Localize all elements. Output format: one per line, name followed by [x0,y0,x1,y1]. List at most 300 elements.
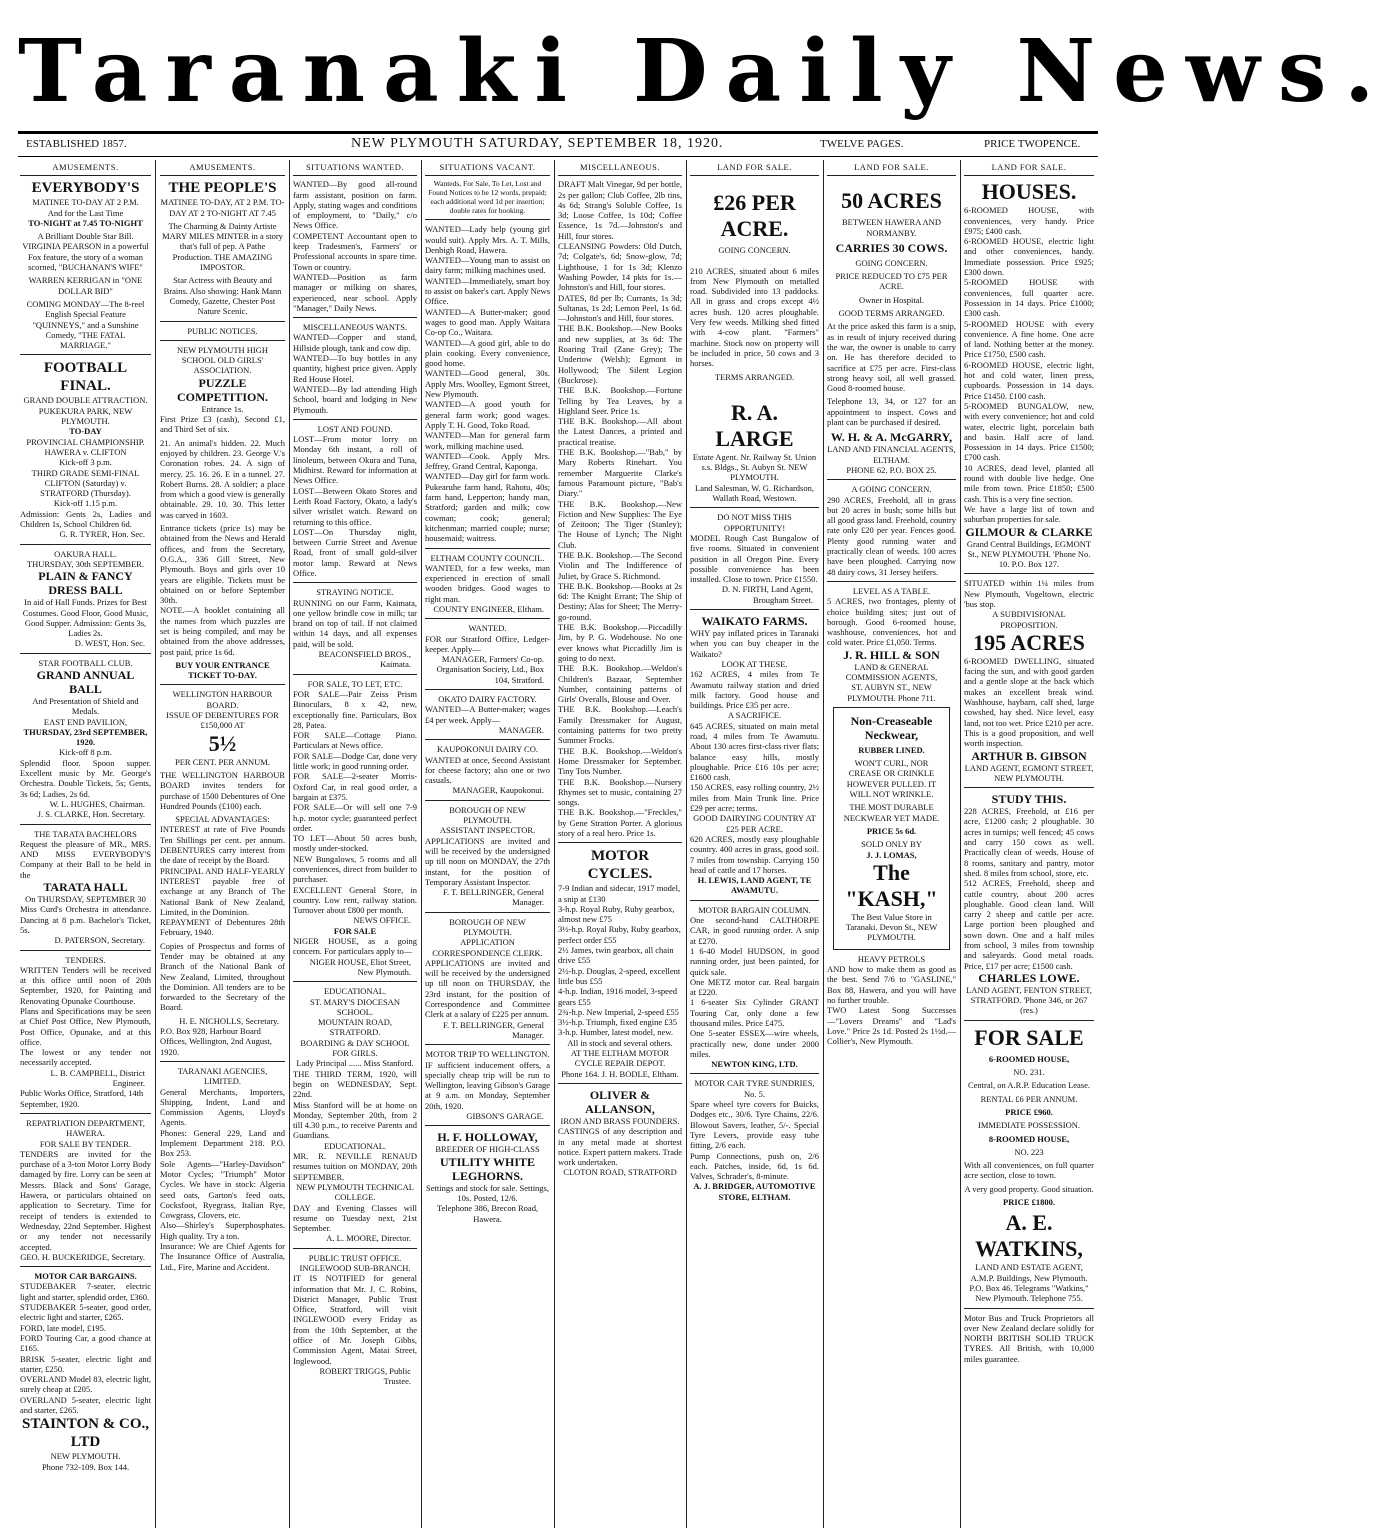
ad-line: NO. 231. [1013,1067,1045,1078]
ad-line: THURSDAY, 23rd SEPTEMBER, 1920. [23,726,148,748]
column-situations-wanted [293,160,417,1530]
classified-item: APPLICATIONS are invited and will be received by the undersigned up till noon on MONDAY, the 27th instant, for the position of Temporary Assistant Inspector. [425,835,550,887]
column-divider [686,160,687,1528]
ad-line: WELLINGTON HARBOUR BOARD. [172,689,273,710]
column-divider [289,160,290,1528]
list-item: 6-ROOMED HOUSE, electric light and other conveniences, handy. Immediate possession. Price £925; £300 down. [964,236,1094,278]
classified-item: THE B.K. Bookshop.—Fortune Telling by Tea Leaves, by a Highland Seer. Price 1s. [558,385,682,416]
column-heading: LAND FOR SALE. [964,160,1094,176]
ad-signature: A. L. MOORE, Director. [326,1233,411,1244]
masthead-rule-bottom [18,156,1098,157]
ad-line: J. J. LOMAS, [866,849,917,860]
ad-body: Miss Curd's Orchestra in attendance. Dancing at 8 p.m. Bachelor's Ticket, 5s. [20,904,151,935]
ad-body: Phones: General 229, Land and Implement Department 218. P.O. Box 253. [160,1127,285,1159]
ad-title: THE PEOPLE'S [168,180,277,197]
ad-body: THE MOST DURABLE NECKWEAR YET MADE. [843,802,940,823]
list-item: 5-ROOMED HOUSE with conveniences, full quarter acre. Possession in 14 days. Price £1000; £300 cash. [964,277,1094,319]
ad-line: And for the Last Time [47,207,124,218]
list-item: 1 6-seater Six Cylinder GRANT Touring Car, only done a few thousand miles. Price £475. [690,997,819,1028]
list-item: 3-h.p. Humber, latest model, new. [558,1027,674,1038]
column-heading: SITUATIONS VACANT. [425,160,550,176]
classified-item: WANTED—Position as farm manager or milking on shares, experienced, near school. Apply "Manager," Daily News. [293,271,417,313]
ad-body: 162 ACRES, 4 miles from Te Awamutu railway station and dried milk factory. Good house and buildings. Price £35 per acre. [690,669,819,711]
ad-line: KAUPOKONUI DAIRY CO. [437,744,538,755]
ad-line: THIRD GRADE SEMI-FINAL [31,467,140,478]
ad-signature: D. N. FIRTH, Land Agent, Brougham Street. [721,584,813,605]
classified-item: THE B.K. Bookshop.—New Books and new supplies, at 3s 6d: The Roaring Trail (Zane Grey); The Undertow (Welsh); Egmont in Hollywood; The Silent Legion (Buckrose). [558,323,682,385]
ad-body: 645 ACRES, situated on main metal road, 4 miles from Te Awamutu. About 130 acres first-class river flats; balance easy hills, mostly ploughable. Price £16 10s per acre; £1600 cash. [690,720,819,783]
ad-title: R. A. LARGE [715,399,794,451]
classified-item: DRAFT Malt Vinegar, 9d per bottle, 2s per gallon; Club Coffee, 2lb tins, 4s 6d; Strang's Soluble Coffee, 1s 3d; Loose Coffee, 1s 10d; Coffee Essence, 1s 7d.—Johnston's and Hill, four stores. [558,179,682,241]
section-heading: MOTOR CAR TYRE SUNDRIES, No. 5. [694,1078,815,1099]
ad-body: Admission: Gents 2s, Ladies and Children 1s, School Children 6d. [20,508,151,530]
ad-body: 512 ACRES, Freehold, sheep and cattle country, about 200 acres ploughable. Good clean land. Will carry 2 sheep and cattle per acre. Large portion been ploughed and sown down. One and a half miles from school, 3 miles from township and saleyards. Good metal roads. Price, £17 per acre; £1500 cash. [964,878,1094,971]
column-miscellaneous [558,160,682,1530]
ad-signature: F. T. BELLRINGER, General Manager. [443,1019,544,1040]
ad-title: CHARLES LOWE. [978,970,1080,985]
ad-signature: L. B. CAMPBELL, District Engineer. [50,1067,145,1089]
column-land-for-sale-3 [964,160,1094,1530]
ad-line: ELTHAM COUNTY COUNCIL. [430,552,545,563]
ad-signature: H. LEWIS, LAND AGENT, TE AWAMUTU. [697,875,812,896]
classified-item: CLEANSING Powders: Old Dutch, 7d; Colgate's, 6d; Snow-glow, 7d; Lighthouse, 1 for 1s 3d; Klenzo Washing Powder, 14 pkts for 1s.—Johnston's and Hill, four stores. [558,241,682,293]
classified-item: THE B.K. Bookshop.—"Freckles," by Gene Stratton Porter. A glorious story of a real hero. Price 1s. [558,807,682,838]
ad-body: Also—Shirley's Superphosphates. High quality. Try a ton. [160,1220,285,1241]
ad-title: UTILITY WHITE LEGHORNS. [439,1154,536,1183]
ad-body: Pump Connections, push on, 2/6 each. Patches, inside, 6d, 1s 6d. Valves, Schrader's, 8-minute. [690,1150,819,1182]
price-label: PRICE TWOPENCE. [984,138,1081,150]
ad-line: PROVINCIAL CHAMPIONSHIP. [26,436,145,447]
ad-line: APPLICATION CORRESPONDENCE CLERK. [432,937,543,958]
list-item: FORD Touring Car, a good chance at £165. [20,1332,151,1354]
ad-body: SITUATED within 1¼ miles from New Plymouth, Vogeltown, electric 'bus stop. [964,578,1094,609]
ad-line: ASSISTANT INSPECTOR. [439,825,536,836]
ad-body: The Charming & Dainty Artiste MARY MILES MINTER in a story that's full of pep. A Pathe Production. THE AMAZING IMPOSTOR. [162,220,283,273]
ad-line: Settings and stock for sale. Settings, 10s. Posted, 12/6. [425,1182,549,1203]
classified-item: IF sufficient inducement offers, a specially cheap trip will be run to Wellington, leaving Gibson's Garage at 9 a.m. on Monday, September 20th, 1920. [425,1059,551,1111]
ad-line: Telephone 386, Brecon Road, Hawera. [436,1203,539,1224]
ad-signature: NEWTON KING, LTD. [711,1059,798,1070]
ad-line: IRON AND BRASS FOUNDERS. [560,1115,680,1126]
section-heading: FOR SALE, TO LET, ETC. [307,678,403,689]
column-situations-vacant [425,160,550,1530]
classified-item: WANTED—Copper and stand, Hillside plough, tank and cow dip. [293,332,417,353]
list-item: 10 ACRES, dead level, planted all round with double live hedge. One mile from town. Price £1850; £500 cash. This is a very fine section. [964,462,1094,504]
ad-line: Lady Principal ...... Miss Stanford. [296,1058,414,1069]
ad-title: £26 PER ACRE. [713,190,796,242]
ad-line: BOROUGH OF NEW PLYMOUTH. [449,916,526,937]
ad-line: TO-DAY [69,426,102,437]
ad-line: Kick-off 8 p.m. [59,747,112,758]
established-label: ESTABLISHED 1857. [26,138,127,150]
ad-line: TO-NIGHT at 7.45 TO-NIGHT [28,217,143,228]
ad-line: NEW PLYMOUTH HIGH SCHOOL OLD GIRLS' ASSOCIATION. [176,344,269,376]
ad-signature: MANAGER, Farmers' Co-op. Organisation Society, Ltd., Box 104, Stratford. [436,654,544,685]
ad-line: REPATRIATION DEPARTMENT, HAWERA. [26,1117,145,1139]
ad-body: WON'T CURL, NOR CREASE OR CRINKLE HOWEVER PULLED. IT WILL NOT WRINKLE. [846,758,937,800]
ad-title: GILMOUR & CLARKE [965,524,1093,539]
masthead-rule-top [18,131,1098,134]
classified-item: THE B.K. Bookshop.—Nursery Rhymes set to music, containing 27 songs. [558,776,682,808]
column-heading: AMUSEMENTS. [20,160,151,176]
ad-line: PUBLIC TRUST OFFICE. [308,1252,402,1263]
ad-line: Entrance 1s. [201,403,244,414]
classified-item: WANTED—Man for general farm work, milking machine used. [425,430,550,451]
list-item: OVERLAND 5-seater, electric light and starter, £265. [20,1394,151,1415]
ad-signature: D. PATERSON, Secretary. [54,935,145,946]
ad-signature: BEACONSFIELD BROS., Kaimata. [318,649,411,670]
ad-line: FOR SALE [333,925,377,936]
ad-line: BREEDER OF HIGH-CLASS [435,1144,540,1155]
column-heading: LAND FOR SALE. [690,160,819,176]
ad-line: EDUCATIONAL. [323,1140,387,1151]
ad-body: Estate Agent. Nr. Railway St. Union s.s. Bldgs., St. Aubyn St. NEW PLYMOUTH. [692,451,817,483]
classified-item: LOST—Between Okato Stores and Leith Road Factory, Okato, a lady's silver wristlet watch. Reward on returning to this office. [293,485,417,527]
ad-title: 50 ACRES [841,188,942,214]
ad-line: BETWEEN HAWERA AND NORMANBY. [842,217,941,238]
ad-line: 6-ROOMED HOUSE, [988,1053,1070,1064]
ad-line: IMMEDIATE POSSESSION. [977,1120,1080,1131]
ad-line: TARANAKI AGENCIES, LIMITED. [177,1065,268,1087]
column-divider [823,160,824,1528]
ad-line: MOTOR TRIP TO WELLINGTON. [425,1049,550,1060]
ad-body: We have a large list of town and suburban properties for sale. [964,503,1094,525]
masthead [18,21,1392,130]
ad-body: This is a good proposition, and well worth inspection. [964,727,1094,749]
classified-item: APPLICATIONS are invited and will be received by the undersigned up till noon on THURSDAY, the 23rd instant, for the position of Correspondence and Committee Clerk at a salary of £225 per annum. [425,957,550,1020]
ad-title: MOTOR CYCLES. [587,848,653,883]
section-heading: MISCELLANEOUS WANTS. [302,322,408,333]
ad-body: TENDERS are invited for the purchase of a 3-ton Motor Lorry Body damaged by fire. Lorry can be seen at Messrs. Black and Sons' Garage, Hawera, or particulars obtained on application to Secretary. Time for receipt of tenders is extended to Wednesday, 22nd September. Highest or any tender not necessarily accepted. [20,1148,151,1252]
classified-item: FOR SALE—Or will sell one 7-9 h.p. motor cycle; guaranteed perfect order. [293,802,417,833]
ad-body: Request the pleasure of MR., MRS. AND MISS EVERYBODY'S Company at their Ball to be held in the [20,838,151,880]
list-item: 3½-h.p. Triumph, fixed engine £35 [558,1017,677,1028]
list-item: 2½-h.p. Douglas, 2-speed, excellent little bus £55 [558,965,681,986]
ad-line: NO. 223 [1014,1146,1044,1157]
ad-title: Neckwear, [864,727,919,742]
ad-title: WAIKATO FARMS. [701,614,808,629]
ad-body: 21. An animal's hidden. 22. Much enjoyed by children. 23. George V.'s Coronation robes. 24. A sign of mercy. 25. 16. 26. E in a tunnel. 27. Robert Burns. 28. A soldier; a place from which a good view is generally obtainable. 29. 10. 30. This letter was carved in 1603. [160,437,285,520]
classified-item: THE B.K. Bookshop.—Piccadilly Jim, by P. G. Wodehouse. No one ever knows what Piccadilly Jim is going to do next. [558,622,682,663]
classified-item: COMPETENT Accountant open to keep Tradesmen's, Farmers' or Professional accounts in spare time. Town or country. [293,230,417,272]
classified-item: LOST—On Thursday night, between Currie Street and Avenue Road, front of small gold-silver motor lamp. Reward at News Office. [293,526,417,578]
column-heading: AMUSEMENTS. [160,160,285,176]
ad-line: WANTED. [468,623,507,634]
ad-line: CLOTON ROAD, STRATFORD [563,1167,677,1178]
ad-line: P.O. Box 46. Telegrams "Watkins," New Plymouth. Telephone 755. [969,1282,1089,1304]
ad-line: Phone 732-109. Box 144. [41,1461,130,1472]
ad-body: 150 ACRES, easy rolling country, 2½ miles from Main Trunk line. Price £29 per acre; terms. [690,782,819,814]
dateline: NEW PLYMOUTH SATURDAY, SEPTEMBER 18, 1920. [351,136,724,151]
classified-item: THE THIRD TERM, 1920, will begin on WEDNESDAY, Sept. 22nd. [293,1068,417,1100]
classified-item: THE B.K. Bookshop.—The Second Violin and The Indifference of Juliet, by Grace S. Richmond. [558,549,682,581]
column-divider [960,160,961,1528]
ad-line: DO NOT MISS THIS OPPORTUNITY! [717,512,792,533]
ad-title: GRAND ANNUAL BALL [36,667,135,696]
list-item: 3-h.p. Royal Ruby, Ruby gearbox, almost new £75 [558,903,675,925]
classified-item: RUNNING on our Farm, Kaimata, one yellow brindle cow in milk; tar brand on top of tail. If not claimed within 14 days, and all expenses paid, will be sold. [293,597,417,649]
classified-item: THE B.K. Bookshop.—"Bab," by Mary Roberts Rinehart. You remember Marguerite Clarke's famous Paramount picture, "Bab's Diary." [558,447,682,499]
classified-item: CASTINGS of any description and in any metal made at shortest notice. Expert pattern makers. Trade work undertaken. [558,1126,682,1168]
classified-item: FOR SALE—Cottage Piano. Particulars at News office. [293,730,417,751]
list-item: One 5-seater ESSEX—wire wheels, practically new, done under 2000 miles. [690,1028,819,1059]
ad-line: GRAND DOUBLE ATTRACTION. [23,395,148,406]
list-item: 6-ROOMED HOUSE, electric light, hot and cold water, linen press, cupboards. Possession in 14 days. Price £1450. £100 cash. [964,359,1094,401]
ad-signature: H. E. NICHOLLS, Secretary. [179,1015,279,1026]
ad-body: 210 ACRES, situated about 6 miles from New Plymouth on metalled road. Subdivided into 13 paddocks. All in grass and crops except 4½ acres bush. 120 acres ploughable. Very few weeds. Milking shed fitted with 4-cow plant. "Farmers" machine. Stock now on property will be included in price, 50 cows and 3 horses. [690,265,819,369]
ad-line: ELTHAM. [873,454,910,465]
section-heading: PUBLIC NOTICES. [187,325,258,336]
ad-line: PRICE £960. [1005,1106,1053,1117]
section-heading: LEVEL AS A TABLE. [852,585,931,596]
ad-title: EVERYBODY'S [31,180,140,197]
ad-signature: GIBSON'S GARAGE. [466,1111,544,1122]
ad-line: LAND AND ESTATE AGENT, A.M.P. Buildings, New Plymouth. [970,1262,1088,1283]
list-item: 2¾-h.p. New Imperial, 2-speed £55 [558,1006,679,1017]
classified-item: THE B.K. Bookshop.—Books at 2s 6d: The Knight Errant; The Ship of Destiny; Alas for Sheet; The Merry-go-round. [558,580,682,622]
ad-line: Kick-off 3 p.m. [59,457,112,468]
ad-line: The Best Value Store in Taranaki. Devon St., NEW PLYMOUTH. [845,911,938,943]
ad-signature: MANAGER, Kaupokonui. [452,785,544,796]
classified-item: IT IS NOTIFIED for general information that Mr. J. C. Robins, District Manager, Public Trust Office, Stratford, will visit INGLEWOOD every Friday as from the 10th September, at the office of Mr. Joseph Gibbs, Commission Agent, Matai Street, Inglewood. [293,1273,417,1366]
ad-line: On THURSDAY, SEPTEMBER 30 [25,894,146,905]
ad-body: WARREN KERRIGAN in "ONE DOLLAR BID" [28,275,143,296]
ad-body: COMING MONDAY—The 8-reel English Special Feature "QUINNEYS," and a Sunshine Comedy, "THE FATAL MARRIAGE." [26,298,145,351]
classified-item: WANTED—Lady help (young girl would suit). Apply Mrs. A. T. Mills, Denbigh Road, Hawera. [425,224,550,255]
ad-body: MODEL Rough Cast Bungalow of five rooms. Situated in convenient position in all Oregon Pine. Every possible convenience has been installed. Close to town. Price £1550. [690,532,819,585]
list-item: STUDEBAKER 5-seater, good order, electric light and starter, £265. [20,1302,151,1323]
ad-signature: NIGER HOUSE, Eliot Street, New Plymouth. [309,956,411,977]
ad-title: The "KASH," [845,859,938,911]
column-amusements-1 [20,160,151,1530]
column-amusements-2 [160,160,285,1530]
ad-body: Land Salesman, W. G. Richardson, Wallath Road, Westown. [695,482,814,504]
ad-signature: F. T. BELLRINGER, General Manager. [443,887,544,908]
ad-body: Entrance tickets (price 1s) may be obtained from the News and Herald offices, and from the Secretary, O.G.A., 336 Gill Street, New Plymouth. Boys and girls over 10 years are eligible. Tickets must be obtained on or before September 30th. [160,523,285,606]
ad-body: In aid of Hall Funds. Prizes for Best Costumes. Good Floor, Good Music, Good Supper. Admission: Gents 3s, Ladies 2s. [22,597,149,639]
classified-item: WANTED—Day girl for farm work. Pukearuhe farm hand, Rahotu, 40s; farm hand, Lepperton; handy man, Stratford; garden and milk; cow cowman; cook; general; kitchenman; married couple; nurse; housemaid; waitress. [425,471,550,544]
ad-line: SPECIAL ADVANTAGES: [175,814,270,825]
ad-body: Spare wheel tyre covers for Buicks, Dodges etc., 30/6. Tyre Chains, 22/6. Blowout Savers, leather, 5/-. Special Tyre Levers, provide easy tube fitting, 2/6 each. [690,1099,819,1151]
classified-item: DAY and Evening Classes will resume on Tuesday next, 21st September. [293,1202,417,1234]
classified-item: FOR our Stratford Office, Ledger-keeper. Apply— [425,633,550,654]
classified-item: THE B.K. Bookshop.—Leach's Family Dressmaker for August, containing patterns for two pretty Summer Frocks. [558,704,682,746]
ad-body: Plans and Specifications may be seen at Chief Post Office, New Plymouth, Post Office, Opunake, and at this office. [20,1006,151,1047]
ad-signature: MANAGER. [498,724,544,735]
ad-signature: COUNTY ENGINEER, Eltham. [433,603,544,614]
ad-body: 5 ACRES, two frontages, plenty of choice building sites; just out of borough. Good 6-roomed house, washhouse, conveniences, hot and cold water. Price £1,050. Terms. [827,596,956,648]
ad-line: ST. MARY'S DIOCESAN SCHOOL. [310,996,400,1017]
ad-line: BOARDING & DAY SCHOOL FOR GIRLS. [300,1037,410,1059]
ad-title: FOOTBALL FINAL. [43,360,128,395]
list-item: 4-h.p. Indian, 1916 model, 3-speed gears £55 [558,986,677,1007]
ad-body: A Brilliant Double Star Bill. VIRGINIA PEARSON in a powerful Fox feature, the story of a woman scorned, "BUCHANAN'S WIFE" [22,231,149,273]
ad-line: Central, on A.R.P. Education Lease. [967,1080,1091,1091]
ad-body: Copies of Prospectus and forms of Tender may be obtained at any Branch of the National Bank of New Zealand, Limited, throughout the Dominion. All tenders are to be forwarded to the Secretary of the Board. [160,940,285,1013]
ad-title: FOR SALE [974,1024,1084,1050]
ad-line: THURSDAY, 30th SEPTEMBER. [26,558,145,569]
ad-body: The lowest or any tender not necessarily accepted. [20,1047,151,1068]
rates-notice: Wanteds, For Sale, To Let, Lost and Found Notices to be 12 words, prepaid; each additional word 1d per insertion; double rates for booking. [428,179,547,216]
ad-line: PRICE £1800. [1003,1197,1055,1208]
column-land-for-sale-2 [827,160,956,1530]
ad-line: STAR FOOTBALL CLUB. [38,657,133,668]
ad-line: RUBBER LINED. [858,744,925,755]
column-divider [421,160,422,1528]
section-heading: MOTOR BARGAIN COLUMN. [698,904,811,915]
ad-body: General Merchants, Importers, Shipping, Indent, Land and Commission Agents, Lloyd's Agents. [160,1086,285,1128]
classified-item: WANTED—By good all-round farm assistant, position on farm. Apply, stating wages and conditions of employment, to "Daily," c/o News Office. [293,179,417,231]
classified-item: TO LET—About 50 acres bush, mostly under-stocked. [293,833,417,854]
ad-signature: GEO. H. BUCKERIDGE, Secretary. [20,1251,145,1262]
ad-body: REPAYMENT of Debentures 28th February, 1940. [160,917,285,938]
classified-item: WANTED—Young man to assist on dairy farm; milking machines used. [425,255,550,276]
classified-item: LOST—From motor lorry on Monday 6th instant, a roll of linoleum, between Okura and Tuna, Midhirst. Reward for information at News Office. [293,434,417,486]
ad-line: EAST END PAVILION, [43,716,128,727]
ad-line: RENTAL £6 PER ANNUM. [980,1093,1078,1104]
ad-title: ARTHUR B. GIBSON [971,748,1087,763]
ad-line: GOOD DAIRYING COUNTRY AT £25 PER ACRE. [693,813,816,834]
classified-item: THE B.K. Bookshop.—All about the Latest Dances, a printed and practical treatise. [558,416,682,447]
ad-body: Splendid floor. Spoon supper. Excellent music by Mr. George's Orchestra. Double Tickets, 5s; Gents, 3s 6d; Ladies, 2s 6d. [20,757,151,799]
neckwear-ad [833,707,950,950]
ad-body: THE WELLINGTON HARBOUR BOARD invites tenders for purchase of 1500 Debentures of One Hundred Pounds (£100) each. [160,769,285,811]
ad-body: Star Actress with Beauty and Brains. Also showing: Hank Mann Comedy, Gazette, Chester Post Nature Scenic. [163,275,282,317]
ad-title: H. F. HOLLOWAY, [437,1130,538,1145]
ad-signature: ROBERT TRIGGS, Public Trustee. [319,1365,411,1387]
ad-signature: G. R. TYRER, Hon. Sec. [59,529,145,540]
ad-body: NOTE.—A booklet containing all the names from which puzzles are set is being compiled, and may be obtained from the above addresses, post paid, price 1s 6d. [160,605,285,657]
ad-signature: D. WEST, Hon. Sec. [74,638,145,649]
list-item: 6-ROOMED HOUSE, with conveniences, very handy. Price £975; £400 cash. [964,205,1094,236]
column-land-for-sale-1 [690,160,819,1530]
ad-line: LAND & GENERAL COMMISSION AGENTS, [845,661,938,682]
ad-body: Insurance: We are Chief Agents for The Insurance Office of Australia, Ltd., Fire, Marine and Accident. [160,1241,285,1272]
classified-item: WANTED—A good youth for general farm work; good wages. Apply T. H. Good, Toko Road. [425,399,550,430]
ad-body: 6-ROOMED DWELLING, situated facing the sun, and with good garden and a gentle slope at the back which makes an excellent break wind. Washhouse, haybarn, calf shed, large cowshed, hay shed. Nice level, easy land, not too wet. Price £210 per acre. [964,655,1094,728]
ad-line: LAND AND FINANCIAL AGENTS, [827,444,956,455]
ad-title: TARATA HALL [43,880,128,895]
ad-line: MOUNTAIN ROAD, STRATFORD. [318,1017,392,1038]
ad-title: HOUSES. [981,179,1077,205]
ad-line: PRICE 5s 6d. [866,825,917,836]
section-heading: MOTOR CAR BARGAINS. [34,1271,137,1282]
ad-signature: J. S. CLARKE, Hon. Secretary. [37,809,145,820]
ad-line: Grand Central Buildings, EGMONT St., NEW PLYMOUTH. 'Phone No. 10. P.O. Box 127. [966,538,1092,570]
ad-body: Telephone 13, 34, or 127 for an appointment to inspect. Cows and plant can be purchased if desired. [827,396,956,428]
ad-title: STUDY THIS. [991,792,1067,807]
ad-line: LAND AGENT, EGMONT STREET, NEW PLYMOUTH. [964,762,1094,783]
ad-title: 195 ACRES [973,629,1085,655]
ad-title: PUZZLE COMPETITION. [176,375,268,404]
ad-line: Kick-off 1.15 p.m. [53,498,118,509]
ad-line: All in stock and several others. [567,1037,673,1048]
ad-line: PHONE 62. P.O. BOX 25. [846,464,937,475]
section-heading: LOST AND FOUND. [317,423,393,434]
ad-body: First Prize £3 (cash), Second £1, and Third Set of six. [160,414,285,435]
ad-body: 228 ACRES, Freehold, at £16 per acre, £1200 cash; 2 ploughable. 30 acres in turnips; well fenced; 45 cows and carry 150 cows as well. Practically clean of weeds. House of 8 rooms, sanitary and pantry, motor shed. 8 miles from school, store, etc. [964,806,1094,878]
classified-item: DATES, 8d per lb; Currants, 1s 3d; Sultanas, 1s 2d; Lemon Peel, 1s 6d.—Johnston's and Hill, four stores. [558,292,682,324]
classified-item: WANTED—Good general, 30s. Apply Mrs. Woolley, Egmont Street, New Plymouth. [425,368,550,400]
ad-body: INTEREST at rate of Five Pounds Ten Shillings per cent. per annum. DEBENTURES carry interest from the date of receipt by the Board. [160,824,285,866]
column-divider [554,160,555,1528]
ad-line: SOLD ONLY BY [861,839,922,850]
ad-line: INGLEWOOD SUB-BRANCH. [299,1262,411,1273]
column-heading: LAND FOR SALE. [827,160,956,176]
list-item: 5-ROOMED HOUSE with every convenience. A fine home. One acre of land. Nothing better at the money. Price £1750, £500 cash. [964,318,1094,360]
list-item: One METZ motor car. Real bargain at £220. [690,976,819,998]
list-item: One second-hand CALTHORPE CAR, in good running order. A snip at £270. [690,915,819,946]
ad-line: MATINEE TO-DAY AT 2 P.M. [32,197,139,208]
ad-body: At the price asked this farm is a snip, as in result of injury received during the war, the owner is unable to carry on. He has therefore decided to sacrifice at £75 per acre. First-class strong heavy soil, all well grassed. Good 8-roomed house. [827,321,956,394]
ad-line: GOING CONCERN. [855,257,928,268]
section-heading: TENDERS. [65,954,106,965]
ad-body: PRINCIPAL AND HALF-YEARLY INTEREST payable free of exchange at any Branch of The National Bank of New Zealand, Limited, in the Dominion. [160,865,285,917]
ad-line: HAWERA v. CLIFTON [44,446,127,457]
ad-line: BUY YOUR ENTRANCE TICKET TO-DAY. [175,659,270,681]
ad-signature: A. J. BRIDGER, AUTOMOTIVE STORE, ELTHAM. [693,1181,816,1202]
ad-line: BOROUGH OF NEW PLYMOUTH. [449,804,526,826]
info-bar [26,138,1092,154]
ad-body: TWO Latest Song Successes—"Lovers Dreams" and "Lad's Love." Price 2s 1d. Posted 2s 1½d.—Collier's, New Plymouth. [827,1005,956,1047]
ad-line: A SACRIFICE. [727,710,782,721]
section-heading: A GOING CONCERN. [851,484,932,495]
ad-line: A very good property. Good situation. [964,1183,1094,1194]
classified-item: FOR SALE—2-seater Morris-Oxford Car, in real good order, a bargain at £375. [293,771,417,802]
ad-body: 620 ACRES, mostly easy ploughable country. 400 acres in grass, good soil. 7 miles from township. Carrying 150 head of cattle and 17 horses. [690,833,819,875]
ad-title: J. R. HILL & SON [843,647,940,662]
classified-item: WANTED at once, Second Assistant for cheese factory; also one or two casuals. [425,754,550,786]
ad-title: PLAIN & FANCY DRESS BALL [38,569,133,598]
ad-line: ST. AUBYN ST., NEW PLYMOUTH. Phone 711. [847,682,936,703]
ad-line: A SUBDIVISIONAL PROPOSITION. [992,609,1066,630]
ad-line: GOING CONCERN. [718,245,791,256]
classified-item: WANTED, for a few weeks, man experienced in erection of small wooden bridges. Good wages to right man. [425,562,550,604]
ad-signature: NEWS OFFICE. [353,915,411,926]
ad-line: NEW PLYMOUTH TECHNICAL COLLEGE. [296,1181,414,1203]
ad-line: THE TARATA BACHELORS [34,828,137,839]
classified-item: THE B.K. Bookshop.—Weldon's Home Dressmaker for September. Tiny Tots Number. [558,745,682,777]
classified-item: WANTED—Cook. Apply Mrs. Jeffrey, Grand Central, Kaponga. [425,450,550,472]
ad-title: Non-Creaseable [850,713,933,728]
ad-line: Owner in Hospital. [859,294,924,305]
ad-body: P.O. Box 928, Harbour Board Offices, Wellington, 2nd August, 1920. [160,1026,272,1057]
ad-line: CLIFTON (Saturday) v. STRATFORD (Thursday). [40,477,131,499]
classified-item: NIGER HOUSE, as a going concern. For particulars apply to— [293,936,417,957]
ad-line: GOOD TERMS ARRANGED. [838,308,945,319]
column-heading: MISCELLANEOUS. [558,160,682,176]
ad-line: LAND AGENT, FENTON STREET, STRATFORD. 'Phone 346, or 267 (res.) [966,984,1092,1016]
section-heading: STRAYING NOTICE. [316,587,394,598]
classified-item: WANTED—To buy bottles in any quantity, highest price given. Apply Red House Hotel. [293,353,417,384]
ad-body: Public Works Office, Stratford, 14th September, 1920. [20,1088,144,1109]
ad-line: CARRIES 30 COWS. [835,240,948,255]
list-item: 2½ James, twin gearbox, all chain drive £55 [558,945,674,966]
classified-item: FOR SALE—Pair Zeiss Prism Binoculars, 8 x 42, new, exceptionally fine. Particulars, Box 28, Patea. [293,688,417,730]
ad-signature: W. L. HUGHES, Chairman. [49,798,145,809]
ad-line: PRICE REDUCED TO £75 PER ACRE. [835,271,948,292]
list-item: FORD, late model, £195. [20,1322,106,1333]
ad-body: With all conveniences, on full quarter acre section, close to town. [964,1160,1094,1181]
list-item: STUDEBAKER 7-seater, electric light and starter, splendid order, £360. [20,1281,151,1302]
section-heading: EDUCATIONAL. [323,986,387,997]
ad-title: STAINTON & CO., LTD [22,1416,149,1451]
ad-body: Motor Bus and Truck Proprietors all over New Zealand declare solidly for NORTH BRITISH SOLID TRUCK TYRES. All British, with 10,000 miles guarantee. [964,1312,1094,1364]
column-heading: SITUATIONS WANTED. [293,160,417,176]
ad-title: 5½ [208,730,237,756]
classified-item: WANTED—Immediately, smart boy to assist on baker's cart. Apply News Office. [425,275,550,307]
section-heading: HEAVY PETROLS [857,953,926,964]
